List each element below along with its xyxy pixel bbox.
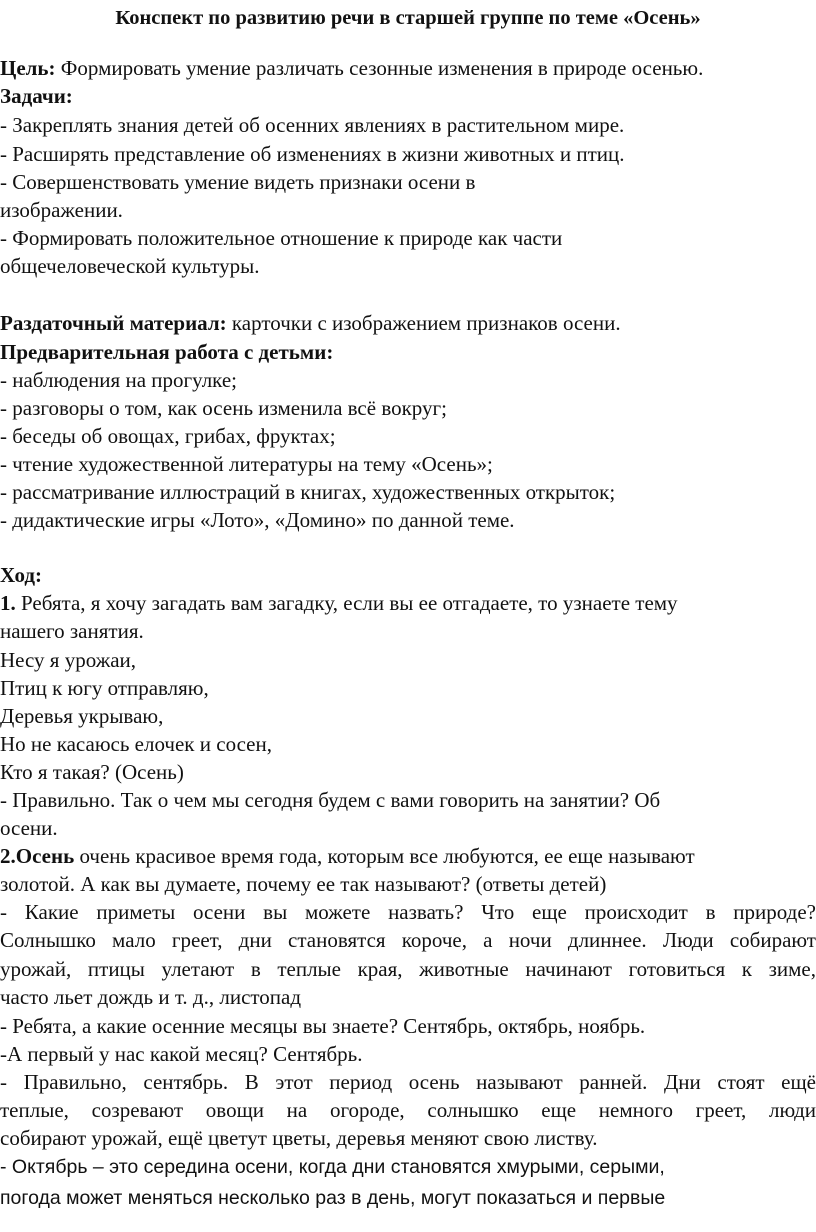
prework-item: - беседы об овощах, грибах, фруктах;	[0, 424, 336, 448]
prework-item: - разговоры о том, как осень изменила всё вокруг;	[0, 396, 447, 420]
paragraph-1-number: 1.	[0, 591, 16, 615]
goal-line	[0, 54, 816, 82]
months-line: -А первый у нас какой месяц? Сентябрь.	[0, 1042, 363, 1066]
riddle-line: Но не касаюсь елочек и сосен,	[0, 732, 272, 756]
paragraph-2-continuation: золотой. А как вы думаете, почему ее так называют? (ответы детей)	[0, 872, 607, 896]
task-item: изображении.	[0, 198, 123, 222]
course-label: Ход:	[0, 563, 43, 587]
prework-item: - наблюдения на прогулке;	[0, 368, 238, 392]
paragraph-1-continuation: нашего занятия.	[0, 619, 144, 643]
signs-line: часто льет дождь и т. д., листопад	[0, 985, 302, 1009]
signs-line: урожай, птицы улетают в теплые края, животные начинают готовиться к зиме,	[0, 957, 816, 981]
task-item: - Формировать положительное отношение к природе как части	[0, 226, 563, 250]
riddle-line: Кто я такая? (Осень)	[0, 760, 184, 784]
months-line: - Ребята, а какие осенние месяцы вы знаете? Сентябрь, октябрь, ноябрь.	[0, 1014, 646, 1038]
paragraph-2-lead: 2.Осень	[0, 844, 75, 868]
october-line: - Октябрь – это середина осени, когда дни становятся хмурыми, серыми,	[0, 1156, 665, 1178]
paragraph-2	[0, 842, 816, 870]
task-item: - Совершенствовать умение видеть признаки осени в	[0, 170, 476, 194]
signs-line: Солнышко мало греет, дни становятся короче, а ночи длиннее. Люди собирают	[0, 928, 816, 952]
goal-label: Цель:	[0, 56, 56, 80]
september-line: - Правильно, сентябрь. В этот период осень называют ранней. Дни стоят ещё	[0, 1070, 816, 1094]
paragraph-1	[0, 589, 816, 617]
riddle-line: Птиц к югу отправляю,	[0, 676, 209, 700]
october-line: погода может меняться несколько раз в день, могут показаться и первые	[0, 1187, 666, 1209]
document-title: Конспект по развитию речи в старшей группе по теме «Осень»	[115, 7, 701, 29]
riddle-line: Несу я урожаи,	[0, 648, 137, 672]
task-item: - Закреплять знания детей об осенних явлениях в растительном мире.	[0, 113, 625, 137]
paragraph-2-text: очень красивое время года, которым все любуются, ее еще называют	[74, 844, 695, 868]
prework-item: - рассматривание иллюстраций в книгах, художественных открыток;	[0, 480, 616, 504]
task-item: - Расширять представление об изменениях в жизни животных и птиц.	[0, 142, 625, 166]
september-line: теплые, созревают овощи на огороде, солнышко еще немного греет, люди	[0, 1098, 816, 1122]
prework-label: Предварительная работа с детьми:	[0, 340, 334, 364]
prework-item: - чтение художественной литературы на тему «Осень»;	[0, 452, 493, 476]
goal-text: Формировать умение различать сезонные изменения в природе осенью.	[55, 56, 704, 80]
riddle-line: Деревья укрываю,	[0, 704, 164, 728]
task-item: общечеловеческой культуры.	[0, 254, 260, 278]
handout-line	[0, 309, 816, 337]
prework-item: - дидактические игры «Лото», «Домино» по данной теме.	[0, 508, 515, 532]
signs-line: - Какие приметы осени вы можете назвать? Что еще происходит в природе?	[0, 900, 816, 924]
handout-text: карточки с изображением признаков осени.	[226, 311, 621, 335]
paragraph-1-text: Ребята, я хочу загадать вам загадку, если вы ее отгадаете, то узнаете тему	[15, 591, 678, 615]
handout-label: Раздаточный материал:	[0, 311, 227, 335]
answer-line: - Правильно. Так о чем мы сегодня будем с вами говорить на занятии? Об	[0, 788, 661, 812]
tasks-label: Задачи:	[0, 84, 73, 108]
september-line: собирают урожай, ещё цветут цветы, деревья меняют свою листву.	[0, 1126, 598, 1150]
answer-line: осени.	[0, 816, 58, 840]
